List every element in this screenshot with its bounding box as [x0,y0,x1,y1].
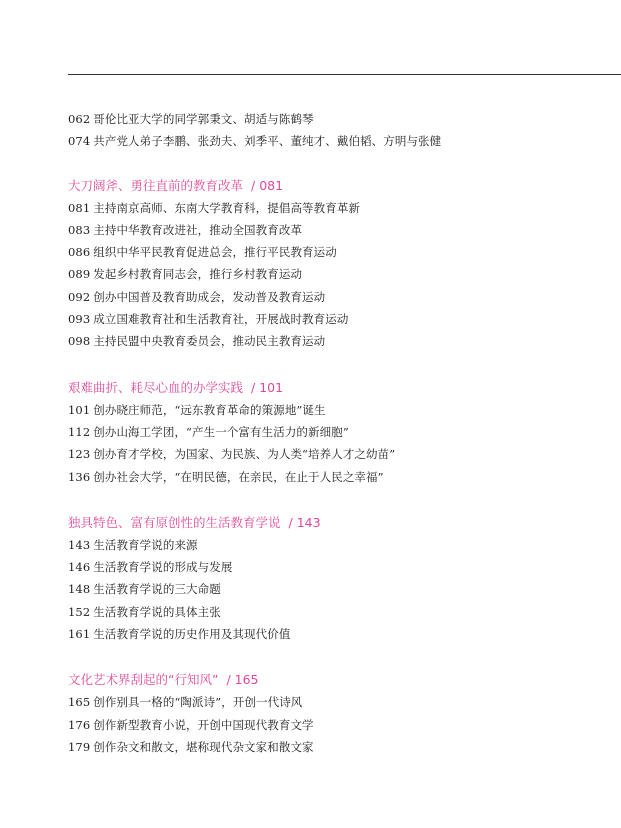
top-rule [68,74,621,75]
toc-entry[interactable] [68,308,613,330]
toc-entry[interactable] [68,714,613,736]
toc-entry[interactable] [68,466,613,488]
entry-page-number: 136 [68,469,91,484]
toc-entry[interactable] [68,399,613,421]
entry-page-number: 101 [68,402,91,417]
entry-title: 创作别具一格的“陶派诗”，开创一代诗风 [93,695,303,710]
toc-entry[interactable] [68,219,613,241]
toc-entry[interactable] [68,130,613,152]
toc-entry[interactable] [68,197,613,219]
entry-title: 创办晓庄师范，“远东教育革命的策源地”诞生 [93,402,326,417]
toc-entry[interactable] [68,691,613,713]
section-heading[interactable] [68,512,613,534]
toc-section [68,669,613,758]
entry-page-number: 152 [68,604,91,619]
toc-entry[interactable] [68,556,613,578]
entry-page-number: 161 [68,627,91,642]
toc-entry[interactable] [68,736,613,758]
entry-page-number: 165 [68,695,91,710]
entry-page-number: 143 [68,537,91,552]
section-page-number: / 165 [226,672,259,688]
entry-page-number: 081 [68,200,91,215]
toc-section [68,108,613,153]
entry-title: 创作杂文和散文，堪称现代杂文家和散文家 [93,739,314,754]
entry-title: 主持南京高师、东南大学教育科，提倡高等教育革新 [93,200,361,215]
entry-page-number: 089 [68,267,91,282]
entry-title: 创办山海工学团，“产生一个富有生活力的新细胞” [93,424,349,439]
entry-title: 哥伦比亚大学的同学郭秉文、胡适与陈鹤琴 [93,112,314,126]
entry-title: 生活教育学说的历史作用及其现代价值 [93,627,291,642]
section-page-number: / 143 [288,514,321,530]
entry-page-number: 074 [68,134,91,149]
entry-title: 主持民盟中央教育委员会，推动民主教育运动 [93,334,326,349]
section-title: 艰难曲折、耗尽心血的办学实践 [68,379,244,395]
entry-title: 创作新型教育小说，开创中国现代教育文学 [93,717,314,732]
toc-entry[interactable] [68,263,613,285]
entry-page-number: 176 [68,717,91,732]
entry-title: 主持中华教育改进社，推动全国教育改革 [93,222,303,237]
entry-title: 生活教育学说的形成与发展 [93,560,233,575]
entry-page-number: 123 [68,447,91,462]
section-page-number: / 101 [251,379,284,395]
entry-page-number: 146 [68,560,91,575]
entry-page-number: 112 [68,424,91,439]
section-page-number: / 081 [251,177,284,193]
toc-entry[interactable] [68,578,613,600]
toc-section [68,377,613,488]
section-heading[interactable] [68,377,613,399]
entry-page-number: 083 [68,222,91,237]
entry-title: 创办中国普及教育助成会，发动普及教育运动 [93,289,326,304]
entry-page-number: 098 [68,334,91,349]
toc-section [68,175,613,353]
toc-entry[interactable] [68,286,613,308]
toc-entry[interactable] [68,421,613,443]
entry-page-number: 093 [68,312,91,327]
entry-page-number: 092 [68,289,91,304]
entry-title: 生活教育学说的具体主张 [93,604,221,619]
section-title: 独具特色、富有原创性的生活教育学说 [68,514,281,530]
toc-entry[interactable] [68,330,613,352]
entry-page-number: 062 [68,112,91,126]
entry-title: 生活教育学说的三大命题 [93,582,221,597]
toc-entry[interactable] [68,443,613,465]
toc-entry[interactable] [68,534,613,556]
section-title: 大刀阔斧、勇往直前的教育改革 [68,177,244,193]
entry-page-number: 179 [68,739,91,754]
entry-title: 共产党人弟子李鹏、张劲夫、刘季平、董纯才、戴伯韬、方明与张健 [93,134,442,149]
entry-title: 创办社会大学，“在明民德，在亲民，在止于人民之幸福” [93,469,384,484]
toc-section [68,512,613,645]
toc-entry[interactable] [68,241,613,263]
toc-entry[interactable] [68,601,613,623]
entry-title: 成立国难教育社和生活教育社，开展战时教育运动 [93,312,349,327]
toc-entry[interactable] [68,108,613,130]
section-heading[interactable] [68,669,613,691]
entry-title: 发起乡村教育同志会，推行乡村教育运动 [93,267,303,282]
entry-page-number: 086 [68,245,91,260]
entry-title: 生活教育学说的来源 [93,537,198,552]
table-of-contents [68,108,613,782]
entry-page-number: 148 [68,582,91,597]
section-heading[interactable] [68,175,613,197]
toc-entry[interactable] [68,623,613,645]
entry-title: 组织中华平民教育促进总会，推行平民教育运动 [93,245,337,260]
section-title: 文化艺术界刮起的“行知风” [68,672,219,688]
entry-title: 创办育才学校，为国家、为民族、为人类“培养人才之幼苗” [93,447,396,462]
